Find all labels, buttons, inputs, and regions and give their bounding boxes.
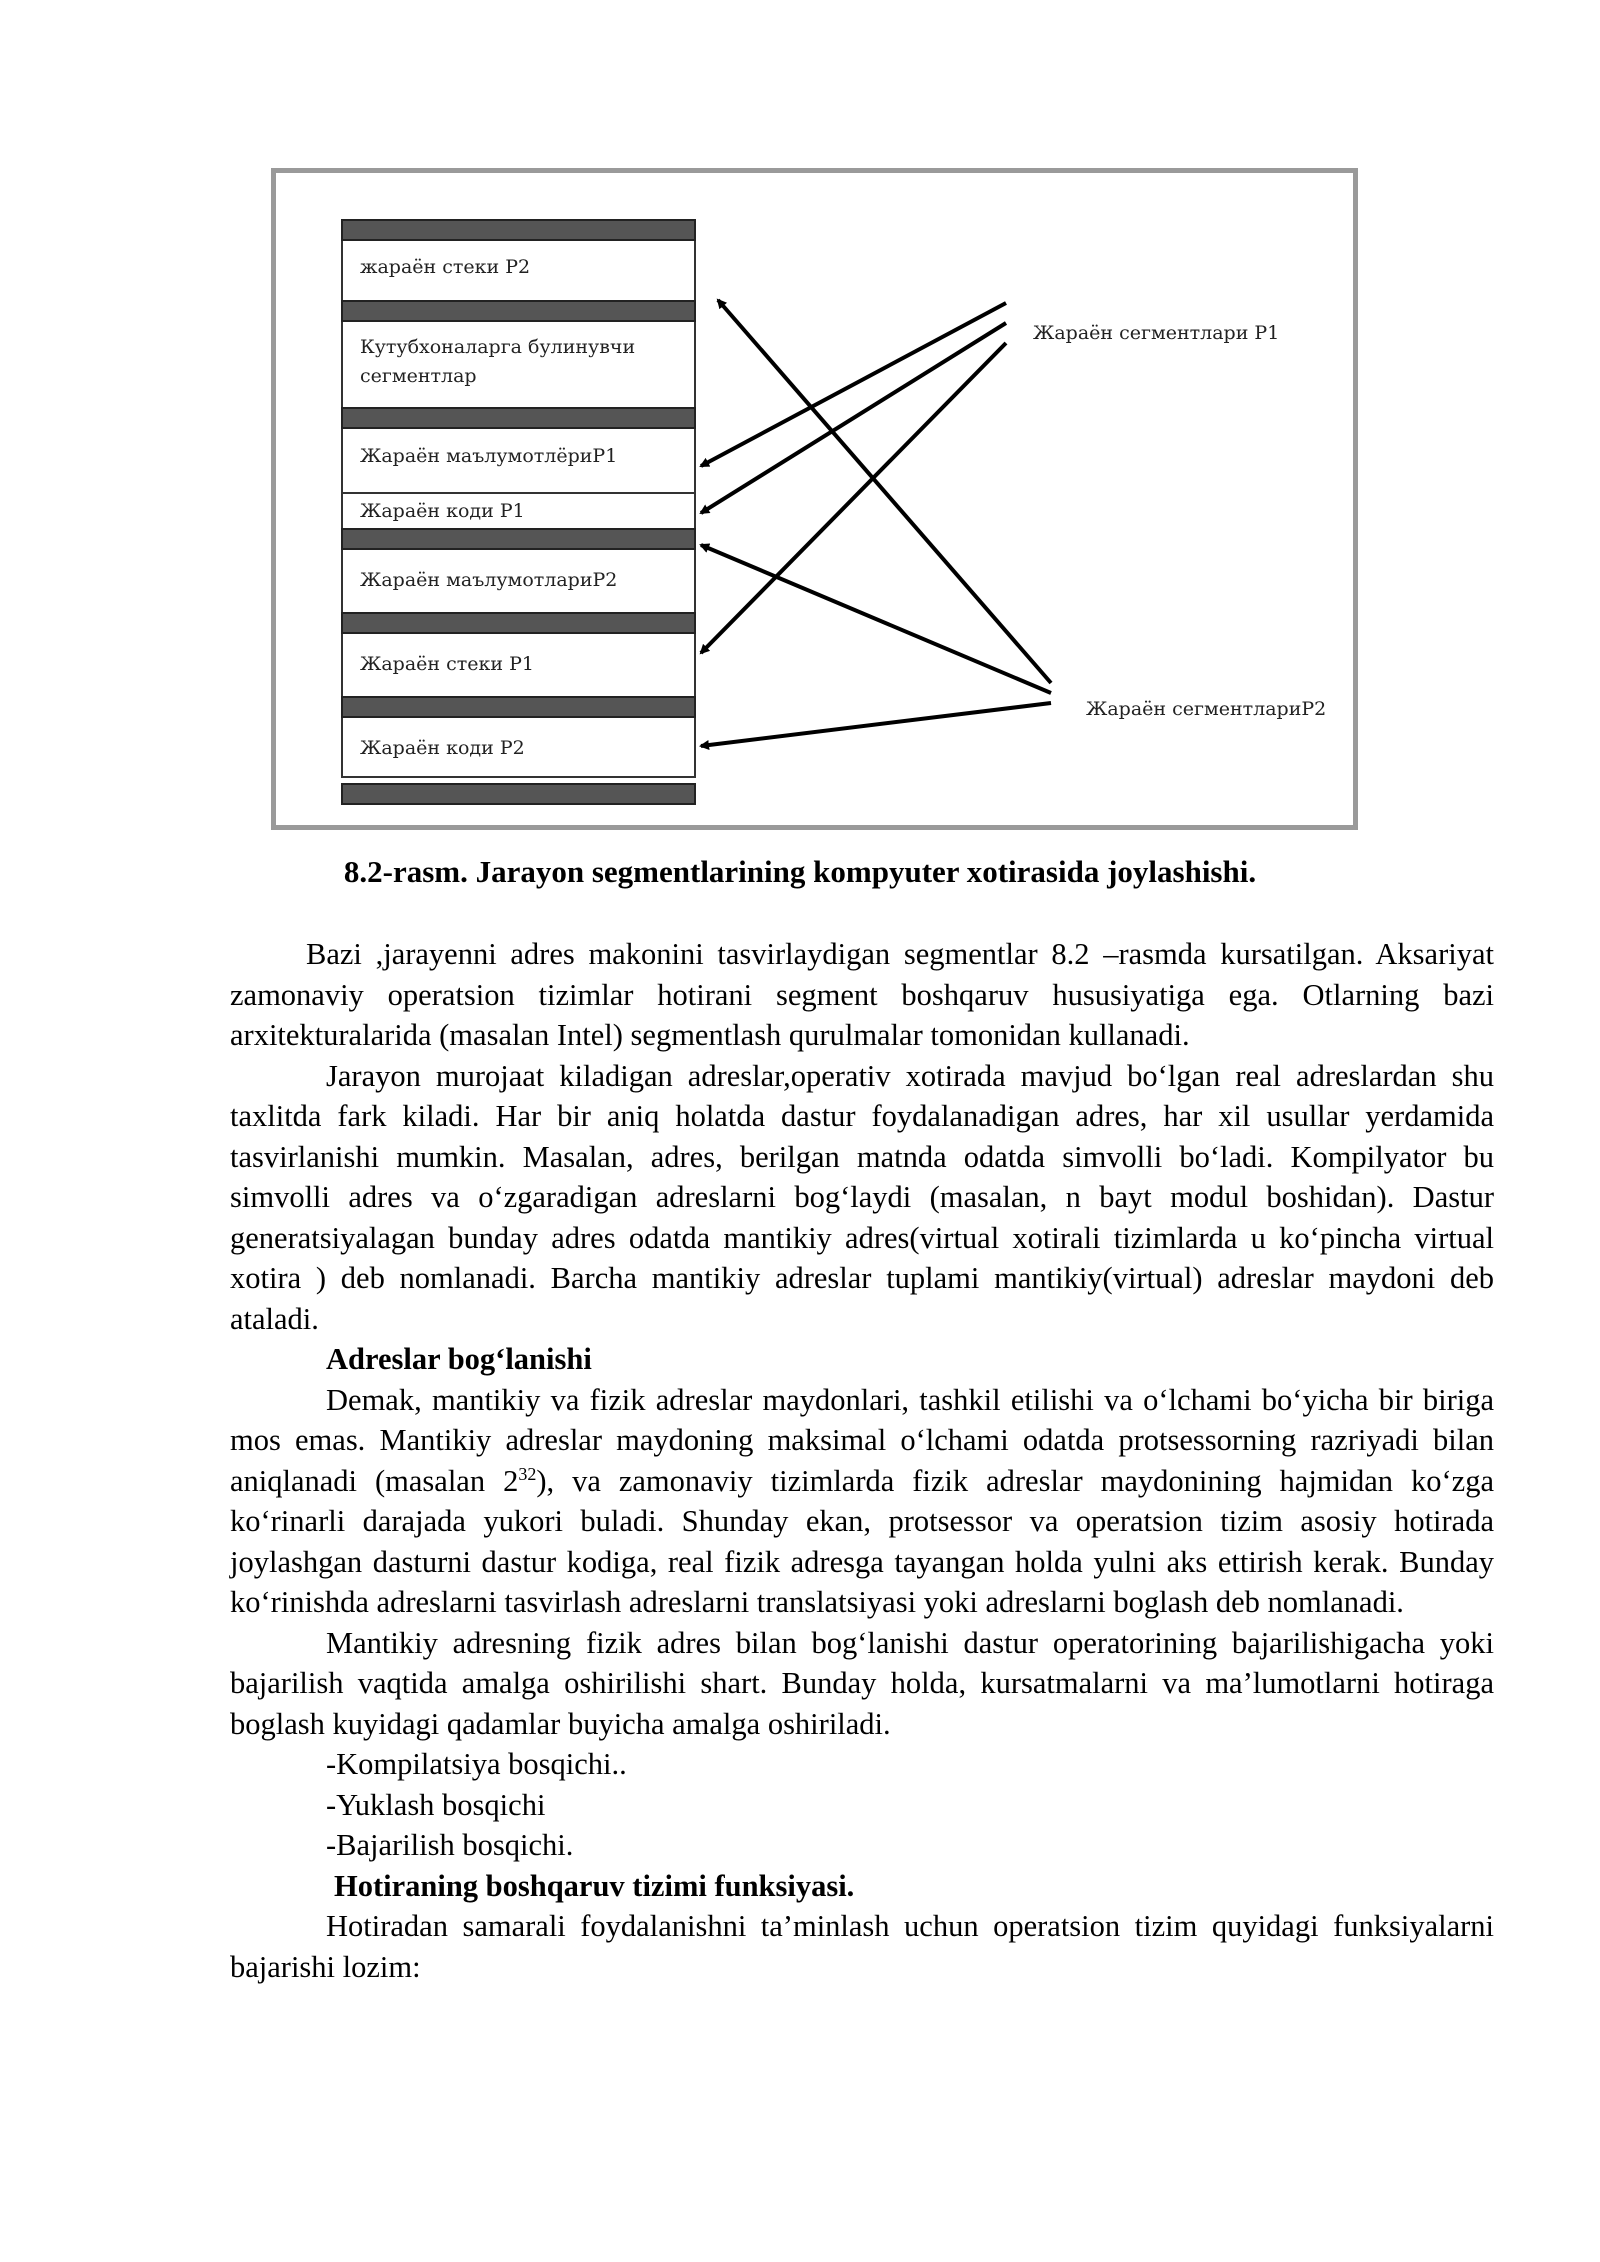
paragraph-3-part-a: Demak, mantikiy va fizik adreslar maydonlari, tashkil etilishi va o‘lchami bo‘yicha bir biriga mos emas. Mantikiy adreslar maydoning maksimal o‘lchami odatda protsessorning razriyadi bilan aniqlanadi (masalan 2 [230, 1382, 1494, 1498]
paragraph-3-part-b: ), va zamonaviy tizimlarda fizik adreslar maydonining hajmidan ko‘zga ko‘rinarli darajada yukori buladi. Shunday ekan, protsessor va operatsion tizim asosiy hotirada joylashgan dasturni dastur kodiga, real fizik adresga tayangan holda yulni aks ettirish kerak. Bunday ko‘rinishda adreslarni tasvirlash adreslarni translatsiyasi yoki adreslarni boglash deb nomlanadi. [230, 1463, 1494, 1619]
list-item: -Bajarilish bosqichi. [326, 1828, 574, 1862]
segment-code-p2: Жараён коди Р2 [360, 737, 525, 759]
separator-bar [342, 220, 695, 240]
segment-libraries-2: сегментлар [360, 365, 477, 387]
segment-data-p2: Жараён маълумотлариР2 [360, 569, 618, 591]
memory-diagram [276, 173, 1353, 825]
figure-caption: 8.2-rasm. Jarayon segmentlarining kompyuter xotirasida joylashishi. [343, 854, 1257, 889]
list-item: -Kompilatsiya bosqichi.. [326, 1747, 627, 1781]
paragraph-1: Bazi ,jarayenni adres makonini tasvirlaydigan segmentlar 8.2 –rasmda kursatilgan. Aksariyat zamonaviy operatsion tizimlar hotirani segment boshqaruv hususiyatiga ega. Otlarning bazi arxitekturalarida (masalan Intel) segmentlash qurulmalar tomonidan kullanadi. [230, 937, 1494, 1052]
body-text [230, 934, 1494, 1987]
separator-bar [342, 529, 695, 549]
arrow-p1-stack [701, 343, 1006, 653]
segment-stack-p2: жараён стеки Р2 [360, 256, 531, 278]
paragraph-3 [230, 1380, 1494, 1623]
label-segments-p1: Жараён сегментлари Р1 [1033, 322, 1280, 344]
label-segments-p2: Жараён сегментлариР2 [1086, 698, 1327, 720]
arrow-p2-data [701, 545, 1051, 693]
arrow-p1-code [701, 323, 1006, 513]
memory-segments-figure [271, 168, 1358, 830]
arrow-p2-code [701, 703, 1051, 746]
arrow-p1-data [701, 303, 1006, 466]
paragraph-5: Hotiradan samarali foydalanishni ta’minlash uchun operatsion tizim quyidagi funksiyalarni bajarishi lozim: [230, 1909, 1494, 1984]
segment-libraries: Кутубхоналарга булинувчи [360, 336, 636, 358]
section-heading-memory-functions: Hotiraning boshqaruv tizimi funksiyasi. [334, 1868, 855, 1903]
separator-bar [342, 613, 695, 633]
arrow-p2-stack [718, 300, 1051, 683]
exponent: 32 [518, 1463, 537, 1484]
segment-code-p1: Жараён коди Р1 [360, 500, 525, 522]
paragraph-2: Jarayon murojaat kiladigan adreslar,operativ xotirada mavjud bo‘lgan real adreslardan shu taxlitda fark kiladi. Har bir aniq holatda dastur foydalanadigan adres, har xil usullar yerdamida tasvirlanishi mumkin. Masalan, adres, berilgan matnda odatda simvolli bo‘ladi. Kompilyator bu simvolli adres va o‘zgaradigan adreslarni bog‘laydi (masalan, n bayt modul boshidan). Dastur generatsiyalagan bunday adres odatda mantikiy adres(virtual xotirali tizimlarda u ko‘pincha virtual xotira ) deb nomlanadi. Barcha mantikiy adreslar tuplami mantikiy(virtual) adreslar maydoni deb ataladi. [230, 1058, 1494, 1336]
segment-stack-p1: Жараён стеки Р1 [360, 653, 534, 675]
separator-bar [342, 784, 695, 804]
separator-bar [342, 408, 695, 428]
paragraph-4: Mantikiy adresning fizik adres bilan bog‘lanishi dastur operatorining bajarilishigacha yoki bajarilish vaqtida amalga oshirilishi shart. Bunday holda, kursatmalarni va ma’lumotlarni hotiraga boglash kuyidagi qadamlar buyicha amalga oshiriladi. [230, 1625, 1494, 1741]
section-heading-address-binding: Adreslar bog‘lanishi [326, 1342, 592, 1376]
list-item: -Yuklash bosqichi [326, 1787, 546, 1822]
separator-bar [342, 301, 695, 321]
segment-data-p1: Жараён маълумотлёриР1 [360, 445, 618, 467]
separator-bar [342, 697, 695, 717]
